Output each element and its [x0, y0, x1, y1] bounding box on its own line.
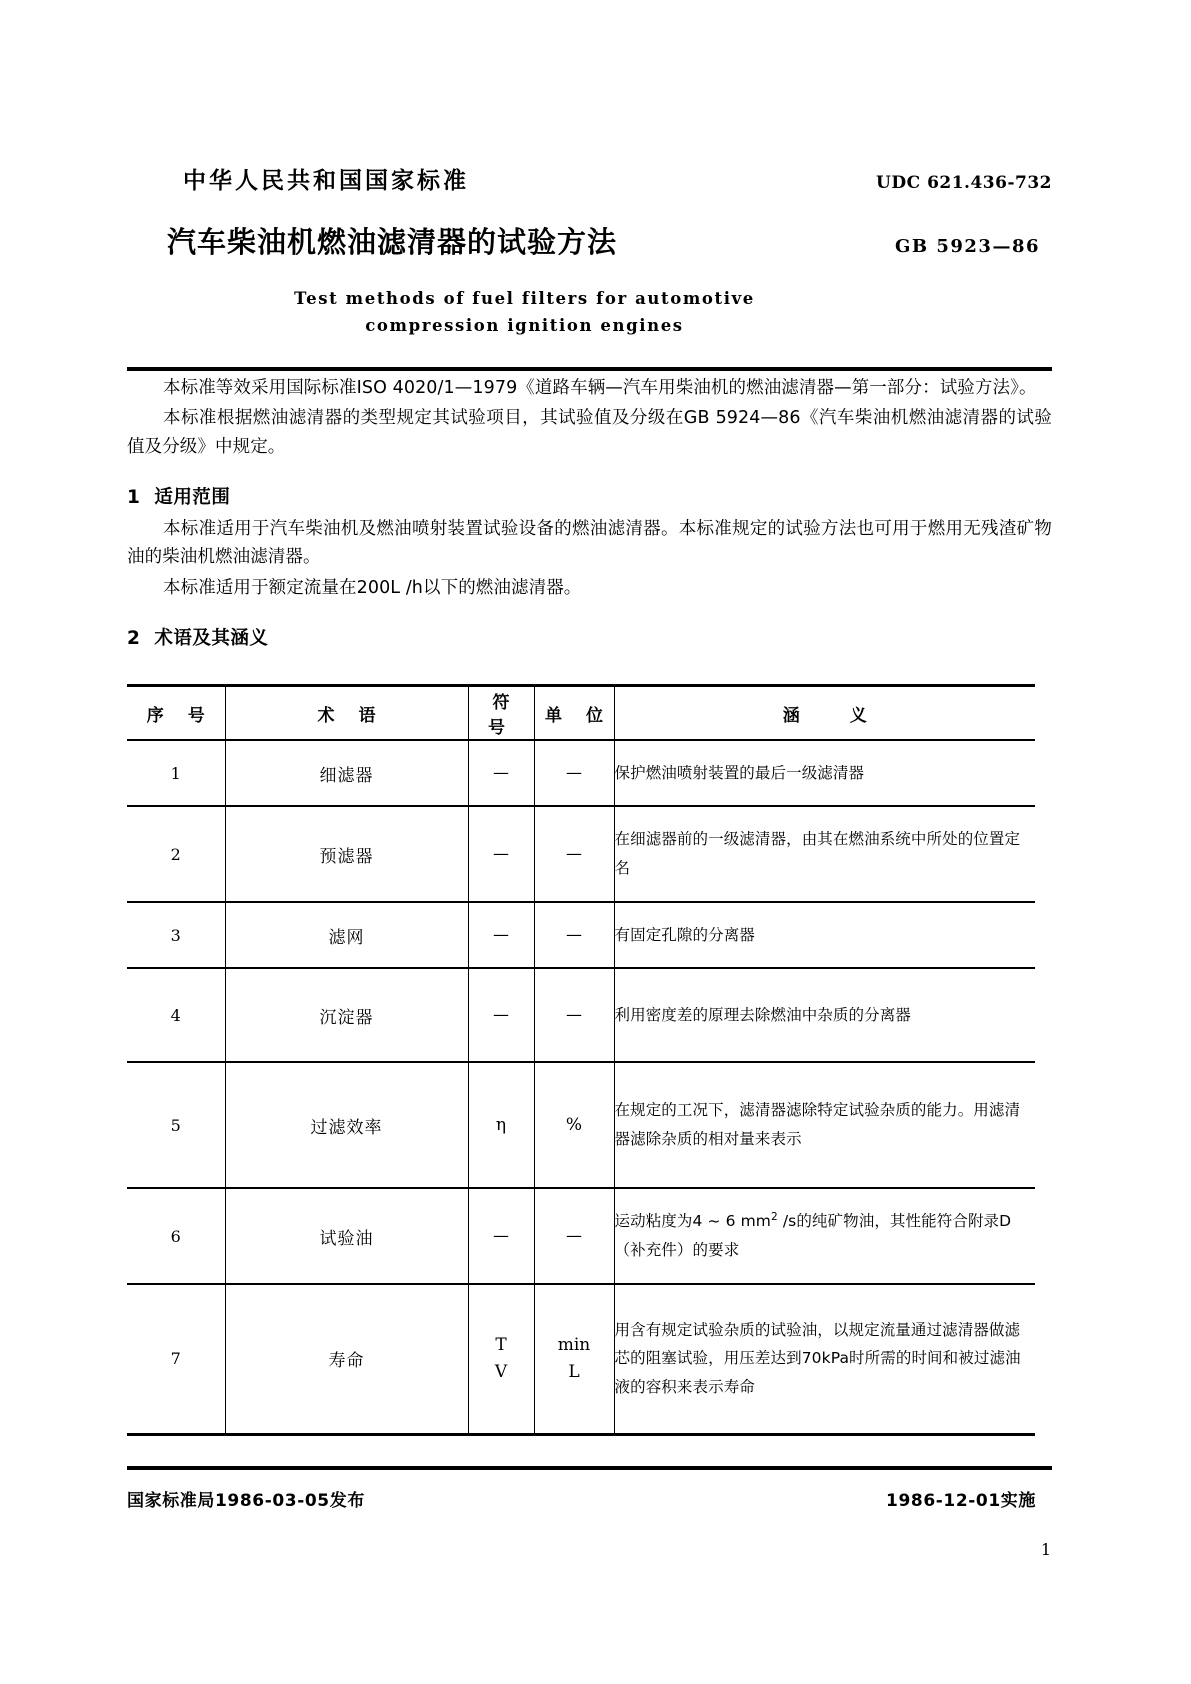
row-symbol: η	[468, 1062, 534, 1188]
section-1-paragraph-1: 本标准适用于汽车柴油机及燃油喷射装置试验设备的燃油滤清器。本标准规定的试验方法也可用于燃用无残渣矿物油的柴油机燃油滤清器。	[127, 519, 1052, 568]
row-meaning: 利用密度差的原理去除燃油中杂质的分离器	[614, 968, 1035, 1062]
column-header-symbol: 符 号	[468, 686, 534, 741]
row-number: 5	[127, 1062, 225, 1188]
table-row	[127, 1188, 1035, 1284]
page-sheet	[127, 0, 1052, 1684]
row-term: 试验油	[225, 1188, 468, 1284]
row-symbol-line-1: T	[495, 1335, 507, 1356]
column-header-meaning: 涵 义	[614, 686, 1035, 741]
row-number: 2	[127, 806, 225, 902]
terminology-table-wrapper	[127, 684, 1052, 1436]
row-symbol: —	[468, 806, 534, 902]
row-term: 预滤器	[225, 806, 468, 902]
column-header-term: 术 语	[225, 686, 468, 741]
row-unit: —	[534, 902, 614, 968]
row-unit: —	[534, 806, 614, 902]
terminology-table	[127, 684, 1035, 1436]
intro-block	[127, 374, 1052, 461]
footer	[127, 1486, 1052, 1511]
section-2-number: 2	[127, 628, 141, 650]
row-term: 过滤效率	[225, 1062, 468, 1188]
row-symbol: —	[468, 1188, 534, 1284]
page-number: 1	[1040, 1540, 1051, 1559]
row-unit: —	[534, 968, 614, 1062]
row-meaning: 保护燃油喷射装置的最后一级滤清器	[614, 740, 1035, 806]
row-symbol: —	[468, 902, 534, 968]
table-row	[127, 1284, 1035, 1434]
row-term: 细滤器	[225, 740, 468, 806]
section-1-paragraph-2: 本标准适用于额定流量在200L /h以下的燃油滤清器。	[163, 577, 582, 598]
table-row	[127, 740, 1035, 806]
title-english	[147, 285, 902, 339]
row-term: 寿命	[225, 1284, 468, 1434]
implement-date: 1986-12-01实施	[886, 1490, 1036, 1511]
section-2-heading	[127, 624, 1052, 650]
row-meaning: 在规定的工况下，滤清器滤除特定试验杂质的能力。用滤清器滤除杂质的相对量来表示	[614, 1062, 1035, 1188]
row-number: 1	[127, 740, 225, 806]
row-number: 7	[127, 1284, 225, 1434]
row-meaning-superscript: 2	[771, 1211, 778, 1224]
section-1-number: 1	[127, 487, 141, 509]
column-header-unit: 单 位	[534, 686, 614, 741]
row-unit: —	[534, 740, 614, 806]
table-header-row	[127, 686, 1035, 741]
row-unit-line-1: min	[557, 1335, 591, 1356]
section-2-title: 术语及其涵义	[154, 628, 269, 650]
row-term: 滤网	[225, 902, 468, 968]
masthead	[127, 0, 1052, 352]
intro-paragraph-2: 本标准根据燃油滤清器的类型规定其试验项目，其试验值及分级在GB 5924—86《汽车柴油机燃油滤清器的试验值及分级》中规定。	[127, 408, 1052, 457]
row-number: 3	[127, 902, 225, 968]
title-english-line-2: compression ignition engines	[365, 316, 684, 336]
row-number: 4	[127, 968, 225, 1062]
row-unit: %	[534, 1062, 614, 1188]
row-symbol	[468, 1284, 534, 1434]
national-standard-line	[127, 162, 1052, 195]
table-row	[127, 902, 1035, 968]
row-meaning: 有固定孔隙的分离器	[614, 902, 1035, 968]
national-standard-label: 中华人民共和国国家标准	[183, 168, 469, 194]
section-1-body	[127, 515, 1052, 602]
issue-date: 国家标准局1986-03-05发布	[127, 1490, 365, 1511]
table-row	[127, 968, 1035, 1062]
section-1-title: 适用范围	[154, 487, 231, 509]
title-line	[127, 220, 1052, 261]
row-symbol: —	[468, 968, 534, 1062]
row-unit-line-2: L	[568, 1361, 580, 1382]
table-row	[127, 1062, 1035, 1188]
row-meaning-part-2: /s的纯矿物油，其性能符合附录D（补充件）的要求	[614, 1212, 1012, 1260]
row-meaning: 在细滤器前的一级滤清器，由其在燃油系统中所处的位置定名	[614, 806, 1035, 902]
row-symbol-line-2: V	[494, 1361, 508, 1382]
row-symbol: —	[468, 740, 534, 806]
page-title: 汽车柴油机燃油滤清器的试验方法	[167, 225, 618, 259]
table-row	[127, 806, 1035, 902]
row-unit: —	[534, 1188, 614, 1284]
row-unit	[534, 1284, 614, 1434]
masthead-divider	[127, 367, 1052, 371]
row-number: 6	[127, 1188, 225, 1284]
standard-code: GB 5923—86	[895, 236, 1040, 257]
column-header-no: 序 号	[127, 686, 225, 741]
row-meaning: 用含有规定试验杂质的试验油，以规定流量通过滤清器做滤芯的阻塞试验，用压差达到70kPa时所需的时间和被过滤油液的容积来表示寿命	[614, 1284, 1035, 1434]
footer-divider	[127, 1466, 1052, 1470]
udc-code: UDC 621.436-732	[876, 173, 1052, 193]
title-english-line-1: Test methods of fuel filters for automotive	[294, 289, 755, 308]
row-meaning-part-1: 运动粘度为4 ~ 6 mm	[614, 1212, 771, 1231]
intro-paragraph-1: 本标准等效采用国际标准ISO 4020/1—1979《道路车辆—汽车用柴油机的燃油滤清器—第一部分：试验方法》。	[163, 378, 1037, 398]
row-term: 沉淀器	[225, 968, 468, 1062]
row-meaning	[614, 1188, 1035, 1284]
section-1-heading	[127, 483, 1052, 509]
